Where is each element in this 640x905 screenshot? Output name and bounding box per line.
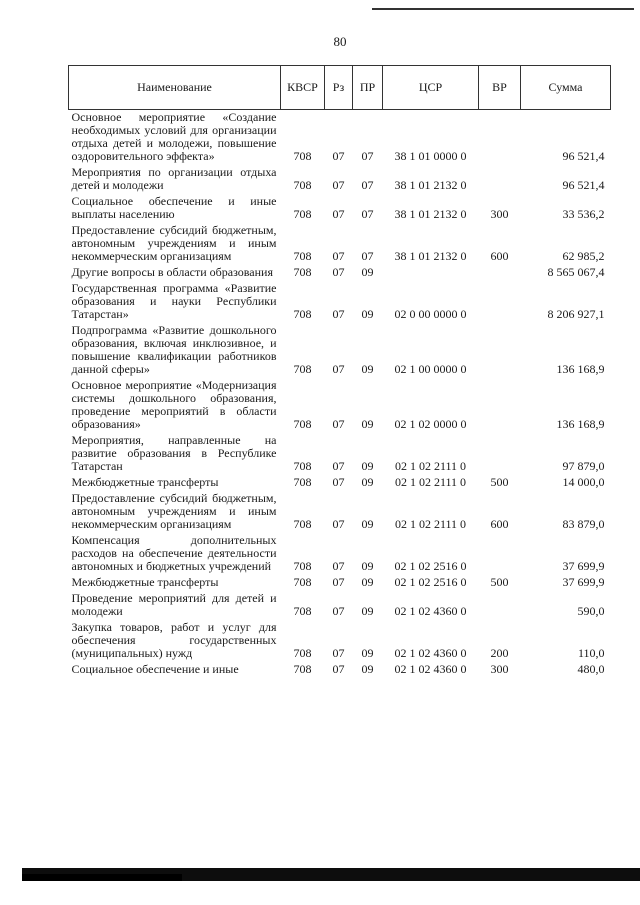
cell-pr: 07 bbox=[361, 249, 374, 263]
budget-table bbox=[68, 65, 611, 678]
cell-csr bbox=[383, 265, 479, 281]
cell-csr: 02 1 02 4360 0 bbox=[394, 662, 467, 676]
cell-kvsr: 708 bbox=[293, 178, 312, 192]
cell-rz: 07 bbox=[332, 149, 345, 163]
page-number: 80 bbox=[333, 34, 347, 49]
cell-pr: 09 bbox=[361, 559, 374, 573]
cell-kvsr: 708 bbox=[293, 575, 312, 589]
table-row bbox=[69, 165, 611, 194]
table-row bbox=[69, 533, 611, 575]
cell-csr: 38 1 01 2132 0 bbox=[394, 178, 467, 192]
cell-sum: 590,0 bbox=[577, 604, 605, 618]
cell-sum: 136 168,9 bbox=[556, 362, 605, 376]
cell-sum: 62 985,2 bbox=[562, 249, 605, 263]
table-row bbox=[69, 323, 611, 378]
column-header-sum: Сумма bbox=[521, 66, 611, 110]
cell-kvsr: 708 bbox=[293, 459, 312, 473]
top-rule bbox=[372, 8, 634, 10]
cell-csr: 02 1 02 4360 0 bbox=[394, 604, 467, 618]
cell-rz: 07 bbox=[332, 249, 345, 263]
cell-vr bbox=[479, 110, 521, 166]
cell-vr bbox=[479, 323, 521, 378]
cell-sum: 8 565 067,4 bbox=[547, 265, 605, 279]
cell-pr: 07 bbox=[361, 149, 374, 163]
cell-name: Проведение мероприятий для детей и молодежи bbox=[71, 591, 277, 618]
cell-name: Подпрограмма «Развитие дошкольного образования, включая инклюзивное, и повышение квалификации работников данной сферы» bbox=[71, 323, 277, 376]
cell-csr: 38 1 01 2132 0 bbox=[394, 207, 467, 221]
cell-kvsr: 708 bbox=[293, 149, 312, 163]
cell-csr: 02 1 00 0000 0 bbox=[394, 362, 467, 376]
cell-name: Социальное обеспечение и иные bbox=[71, 662, 239, 676]
cell-vr: 500 bbox=[490, 475, 509, 489]
cell-rz: 07 bbox=[332, 265, 345, 279]
cell-rz: 07 bbox=[332, 307, 345, 321]
cell-vr bbox=[479, 281, 521, 323]
table-row bbox=[69, 194, 611, 223]
cell-rz: 07 bbox=[332, 475, 345, 489]
cell-sum: 480,0 bbox=[577, 662, 605, 676]
table-body bbox=[69, 110, 611, 679]
cell-csr: 02 1 02 4360 0 bbox=[394, 646, 467, 660]
cell-pr: 09 bbox=[361, 517, 374, 531]
cell-csr: 38 1 01 0000 0 bbox=[394, 149, 467, 163]
cell-kvsr: 708 bbox=[293, 207, 312, 221]
cell-csr: 02 1 02 2516 0 bbox=[394, 559, 467, 573]
column-header-pr: ПР bbox=[353, 66, 383, 110]
table-row bbox=[69, 591, 611, 620]
cell-csr: 02 1 02 0000 0 bbox=[394, 417, 467, 431]
cell-pr: 09 bbox=[361, 265, 374, 279]
cell-csr: 02 1 02 2111 0 bbox=[394, 517, 467, 531]
cell-kvsr: 708 bbox=[293, 475, 312, 489]
cell-vr bbox=[479, 165, 521, 194]
cell-sum: 37 699,9 bbox=[562, 575, 605, 589]
cell-rz: 07 bbox=[332, 417, 345, 431]
cell-pr: 09 bbox=[361, 662, 374, 676]
cell-sum: 37 699,9 bbox=[562, 559, 605, 573]
cell-pr: 09 bbox=[361, 459, 374, 473]
cell-sum: 96 521,4 bbox=[562, 178, 605, 192]
cell-pr: 09 bbox=[361, 362, 374, 376]
cell-rz: 07 bbox=[332, 575, 345, 589]
cell-pr: 09 bbox=[361, 417, 374, 431]
cell-vr: 500 bbox=[490, 575, 509, 589]
table-row bbox=[69, 662, 611, 678]
table-row bbox=[69, 475, 611, 491]
cell-vr: 200 bbox=[490, 646, 509, 660]
cell-kvsr: 708 bbox=[293, 417, 312, 431]
bottom-scan-edge bbox=[22, 868, 640, 881]
table-row bbox=[69, 281, 611, 323]
cell-sum: 110,0 bbox=[577, 646, 605, 660]
cell-vr: 300 bbox=[490, 662, 509, 676]
cell-kvsr: 708 bbox=[293, 604, 312, 618]
cell-csr: 38 1 01 2132 0 bbox=[394, 249, 467, 263]
cell-name: Закупка товаров, работ и услуг для обеспечения государственных (муниципальных) нужд bbox=[71, 620, 277, 660]
cell-pr: 09 bbox=[361, 604, 374, 618]
cell-vr bbox=[479, 591, 521, 620]
cell-pr: 07 bbox=[361, 207, 374, 221]
cell-rz: 07 bbox=[332, 207, 345, 221]
cell-name: Мероприятия, направленные на развитие образования в Республике Татарстан bbox=[71, 433, 277, 473]
table-header-row bbox=[69, 66, 611, 110]
cell-kvsr: 708 bbox=[293, 249, 312, 263]
cell-rz: 07 bbox=[332, 559, 345, 573]
column-header-name: Наименование bbox=[69, 66, 281, 110]
cell-csr: 02 0 00 0000 0 bbox=[394, 307, 467, 321]
cell-name: Другие вопросы в области образования bbox=[71, 265, 273, 279]
cell-vr bbox=[479, 378, 521, 433]
cell-pr: 09 bbox=[361, 475, 374, 489]
cell-vr: 300 bbox=[490, 207, 509, 221]
cell-kvsr: 708 bbox=[293, 662, 312, 676]
cell-rz: 07 bbox=[332, 646, 345, 660]
cell-name: Социальное обеспечение и иные выплаты населению bbox=[71, 194, 277, 221]
cell-name: Компенсация дополнительных расходов на обеспечение деятельности автономных и бюджетных учреждений bbox=[71, 533, 277, 573]
table-row bbox=[69, 110, 611, 166]
column-header-vr: ВР bbox=[479, 66, 521, 110]
cell-kvsr: 708 bbox=[293, 265, 312, 279]
cell-csr: 02 1 02 2516 0 bbox=[394, 575, 467, 589]
table-row bbox=[69, 575, 611, 591]
cell-pr: 09 bbox=[361, 575, 374, 589]
cell-vr: 600 bbox=[490, 517, 509, 531]
cell-name: Межбюджетные трансферты bbox=[71, 575, 219, 589]
cell-kvsr: 708 bbox=[293, 646, 312, 660]
cell-sum: 14 000,0 bbox=[562, 475, 605, 489]
cell-name: Предоставление субсидий бюджетным, автономным учреждениям и иным некоммерческим организациям bbox=[71, 223, 277, 263]
cell-pr: 07 bbox=[361, 178, 374, 192]
cell-name: Государственная программа «Развитие образования и науки Республики Татарстан» bbox=[71, 281, 277, 321]
cell-rz: 07 bbox=[332, 517, 345, 531]
cell-name: Основное мероприятие «Создание необходимых условий для организации отдыха детей и молодежи, повышение оздоровительного эффекта» bbox=[71, 110, 277, 163]
cell-name: Мероприятия по организации отдыха детей и молодежи bbox=[71, 165, 277, 192]
cell-sum: 96 521,4 bbox=[562, 149, 605, 163]
table-row bbox=[69, 433, 611, 475]
cell-rz: 07 bbox=[332, 604, 345, 618]
column-header-rz: Рз bbox=[325, 66, 353, 110]
column-header-csr: ЦСР bbox=[383, 66, 479, 110]
cell-kvsr: 708 bbox=[293, 362, 312, 376]
cell-pr: 09 bbox=[361, 646, 374, 660]
cell-sum: 97 879,0 bbox=[562, 459, 605, 473]
cell-vr bbox=[479, 265, 521, 281]
cell-sum: 136 168,9 bbox=[556, 417, 605, 431]
table-row bbox=[69, 620, 611, 662]
cell-vr bbox=[479, 533, 521, 575]
cell-vr bbox=[479, 433, 521, 475]
cell-sum: 8 206 927,1 bbox=[547, 307, 605, 321]
cell-sum: 33 536,2 bbox=[562, 207, 605, 221]
cell-rz: 07 bbox=[332, 459, 345, 473]
cell-kvsr: 708 bbox=[293, 559, 312, 573]
cell-rz: 07 bbox=[332, 662, 345, 676]
cell-rz: 07 bbox=[332, 178, 345, 192]
cell-pr: 09 bbox=[361, 307, 374, 321]
cell-vr: 600 bbox=[490, 249, 509, 263]
cell-sum: 83 879,0 bbox=[562, 517, 605, 531]
cell-csr: 02 1 02 2111 0 bbox=[394, 475, 467, 489]
table-row bbox=[69, 491, 611, 533]
table-row bbox=[69, 223, 611, 265]
cell-name: Основное мероприятие «Модернизация системы дошкольного образования, проведение мероприятий в области образования» bbox=[71, 378, 277, 431]
cell-kvsr: 708 bbox=[293, 307, 312, 321]
cell-kvsr: 708 bbox=[293, 517, 312, 531]
cell-rz: 07 bbox=[332, 362, 345, 376]
table-row bbox=[69, 265, 611, 281]
column-header-kvsr: КВСР bbox=[281, 66, 325, 110]
cell-name: Предоставление субсидий бюджетным, автономным учреждениям и иным некоммерческим организациям bbox=[71, 491, 277, 531]
cell-name: Межбюджетные трансферты bbox=[71, 475, 219, 489]
table-row bbox=[69, 378, 611, 433]
cell-csr: 02 1 02 2111 0 bbox=[394, 459, 467, 473]
